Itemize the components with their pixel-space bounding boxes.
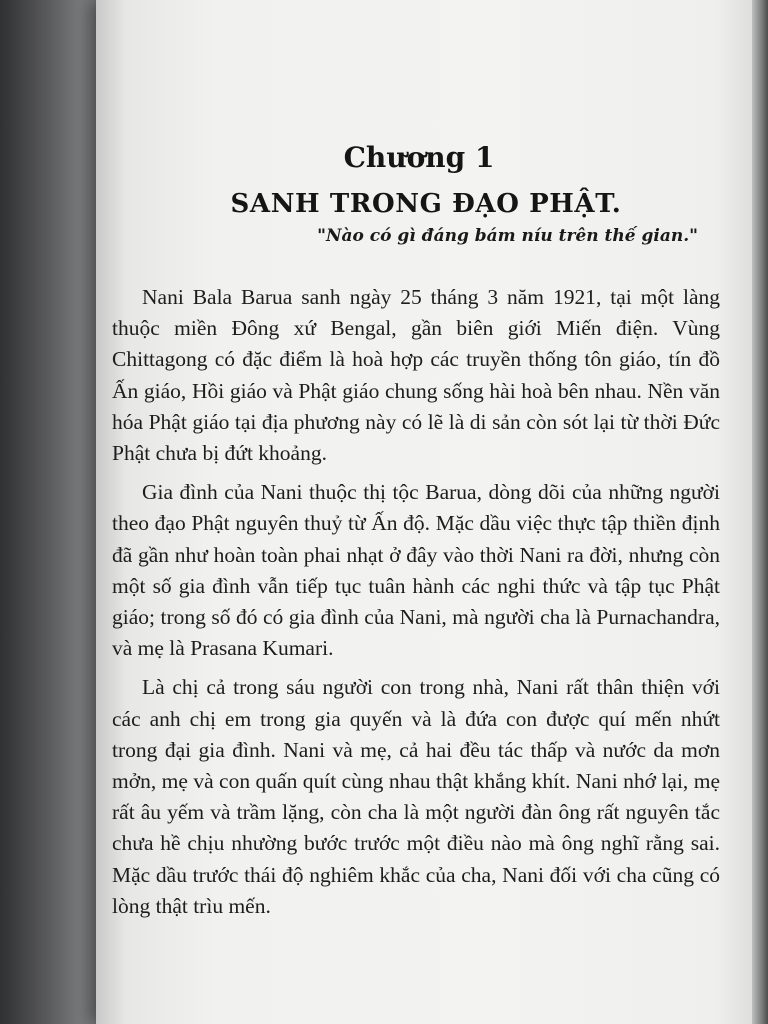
- book-gutter-shadow: [0, 0, 110, 1024]
- chapter-title: SANH TRONG ĐẠO PHẬT.: [230, 189, 622, 219]
- chapter-epigraph: "Nào có gì đáng bám níu trên thế gian.": [317, 226, 698, 246]
- page-edge: [752, 0, 768, 1024]
- paragraph-1: Nani Bala Barua sanh ngày 25 tháng 3 năm 1921, tại một làng thuộc miền Đông xứ Bengal, gần biên giới Miến điện. Vùng Chittagong có đặc điểm là hoà hợp các truyền thống tôn giáo, tín đồ Ấn giáo, Hồi giáo và Phật giáo chung sống hài hoà bên nhau. Nền văn hóa Phật giáo tại địa phương này có lẽ là di sản còn sót lại từ thời Đức Phật chưa bị đứt khoảng.: [112, 285, 720, 466]
- chapter-number: Chương 1: [343, 141, 495, 174]
- body-text: [112, 282, 720, 922]
- paragraph-2: Gia đình của Nani thuộc thị tộc Barua, dòng dõi của những người theo đạo Phật nguyên thuỷ từ Ấn độ. Mặc dầu việc thực tập thiền định đã gần như hoàn toàn phai nhạt ở đây vào thời Nani ra đời, nhưng còn một số gia đình vẫn tiếp tục tuân hành các nghi thức và tập tục Phật giáo; trong số đó có gia đình của Nani, mà người cha là Purnachandra, và mẹ là Prasana Kumari.: [112, 480, 720, 661]
- page-content: [112, 132, 720, 930]
- paragraph-3: Là chị cả trong sáu người con trong nhà, Nani rất thân thiện với các anh chị em trong gia quyến và là đứa con được quí mến nhứt trong đại gia đình. Nani và mẹ, cả hai đều tác thấp và nước da mơn mởn, mẹ và con quấn quít cùng nhau thật khắng khít. Nani nhớ lại, mẹ rất âu yếm và trầm lặng, còn cha là một người đàn ông rất nguyên tắc chưa hề chịu nhường bước trước một điều nào mà ông nghĩ rằng sai. Mặc dầu trước thái độ nghiêm khắc của cha, Nani đối với cha cũng có lòng thật trìu mến.: [112, 675, 720, 918]
